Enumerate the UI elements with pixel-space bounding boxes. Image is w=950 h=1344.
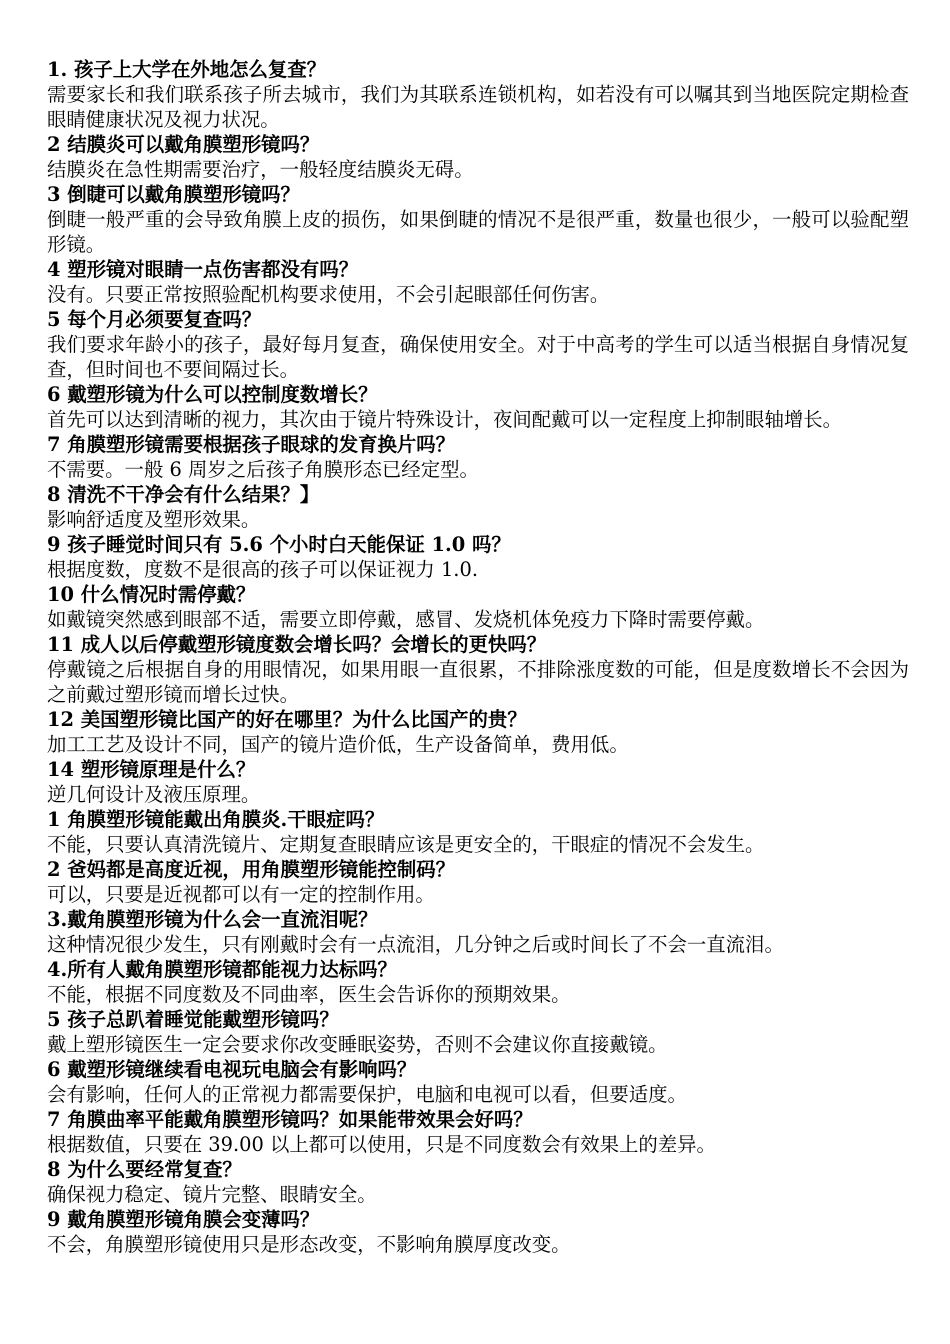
question: 9 孩子睡觉时间只有 5.6 个小时白天能保证 1.0 吗？ bbox=[47, 533, 511, 556]
qa-item bbox=[47, 1207, 909, 1257]
question: 5 每个月必须要复查吗？ bbox=[47, 308, 262, 331]
answer: 我们要求年龄小的孩子，最好每月复查，确保使用安全。对于中高考的学生可以适当根据自身情况复查，但时间也不要间隔过长。 bbox=[47, 333, 909, 381]
qa-item bbox=[47, 132, 909, 182]
qa-item bbox=[47, 57, 909, 132]
qa-item bbox=[47, 307, 909, 382]
qa-item bbox=[47, 707, 909, 757]
question: 1. 孩子上大学在外地怎么复查？ bbox=[47, 58, 327, 81]
question: 4 塑形镜对眼睛一点伤害都没有吗？ bbox=[47, 258, 359, 281]
question: 7 角膜曲率平能戴角膜塑形镜吗？如果能带效果会好吗？ bbox=[47, 1108, 533, 1131]
answer: 不需要。一般 6 周岁之后孩子角膜形态已经定型。 bbox=[47, 458, 479, 481]
question: 3.戴角膜塑形镜为什么会一直流泪呢？ bbox=[47, 908, 378, 931]
answer: 确保视力稳定、镜片完整、眼睛安全。 bbox=[47, 1183, 377, 1206]
qa-item bbox=[47, 907, 909, 957]
answer: 没有。只要正常按照验配机构要求使用，不会引起眼部任何伤害。 bbox=[47, 283, 610, 306]
question: 10 什么情况时需停戴？ bbox=[47, 583, 256, 606]
qa-item bbox=[47, 957, 909, 1007]
qa-item bbox=[47, 582, 909, 632]
qa-item bbox=[47, 632, 909, 707]
answer: 如戴镜突然感到眼部不适，需要立即停戴，感冒、发烧机体免疫力下降时需要停戴。 bbox=[47, 608, 765, 631]
qa-item bbox=[47, 807, 909, 857]
question: 2 爸妈都是高度近视，用角膜塑形镜能控制码？ bbox=[47, 858, 456, 881]
qa-item bbox=[47, 1107, 909, 1157]
question: 2 结膜炎可以戴角膜塑形镜吗？ bbox=[47, 133, 320, 156]
answer: 倒睫一般严重的会导致角膜上皮的损伤，如果倒睫的情况不是很严重，数量也很少，一般可以验配塑形镜。 bbox=[47, 208, 909, 256]
answer: 首先可以达到清晰的视力，其次由于镜片特殊设计，夜间配戴可以一定程度上抑制眼轴增长。 bbox=[47, 408, 843, 431]
answer: 停戴镜之后根据自身的用眼情况，如果用眼一直很累，不排除涨度数的可能，但是度数增长不会因为之前戴过塑形镜而增长过快。 bbox=[47, 658, 909, 706]
answer: 会有影响，任何人的正常视力都需要保护，电脑和电视可以看，但要适度。 bbox=[47, 1083, 687, 1106]
qa-item bbox=[47, 757, 909, 807]
question: 6 戴塑形镜继续看电视玩电脑会有影响吗？ bbox=[47, 1058, 417, 1081]
answer: 不能，根据不同度数及不同曲率，医生会告诉你的预期效果。 bbox=[47, 983, 571, 1006]
question: 8 清洗不干净会有什么结果？】 bbox=[47, 483, 320, 506]
qa-item bbox=[47, 182, 909, 257]
answer: 根据度数，度数不是很高的孩子可以保证视力 1.0. bbox=[47, 558, 478, 581]
answer: 不能，只要认真清洗镜片、定期复查眼睛应该是更安全的，干眼症的情况不会发生。 bbox=[47, 833, 765, 856]
answer: 需要家长和我们联系孩子所去城市，我们为其联系连锁机构，如若没有可以嘱其到当地医院定期检查眼睛健康状况及视力状况。 bbox=[47, 83, 909, 131]
answer: 这种情况很少发生，只有刚戴时会有一点流泪，几分钟之后或时间长了不会一直流泪。 bbox=[47, 933, 784, 956]
answer: 不会，角膜塑形镜使用只是形态改变，不影响角膜厚度改变。 bbox=[47, 1233, 571, 1256]
question: 6 戴塑形镜为什么可以控制度数增长？ bbox=[47, 383, 378, 406]
qa-item bbox=[47, 1157, 909, 1207]
answer: 根据数值，只要在 39.00 以上都可以使用，只是不同度数会有效果上的差异。 bbox=[47, 1133, 716, 1156]
answer: 影响舒适度及塑形效果。 bbox=[47, 508, 261, 531]
answer: 逆几何设计及液压原理。 bbox=[47, 783, 261, 806]
answer: 结膜炎在急性期需要治疗，一般轻度结膜炎无碍。 bbox=[47, 158, 474, 181]
question: 4.所有人戴角膜塑形镜都能视力达标吗？ bbox=[47, 958, 397, 981]
question: 12 美国塑形镜比国产的好在哪里？为什么比国产的贵？ bbox=[47, 708, 527, 731]
question: 8 为什么要经常复查？ bbox=[47, 1158, 242, 1181]
qa-item bbox=[47, 432, 909, 482]
answer: 可以，只要是近视都可以有一定的控制作用。 bbox=[47, 883, 435, 906]
qa-item bbox=[47, 857, 909, 907]
question: 3 倒睫可以戴角膜塑形镜吗？ bbox=[47, 183, 300, 206]
question: 5 孩子总趴着睡觉能戴塑形镜吗？ bbox=[47, 1008, 339, 1031]
answer: 戴上塑形镜医生一定会要求你改变睡眠姿势，否则不会建议你直接戴镜。 bbox=[47, 1033, 668, 1056]
question: 14 塑形镜原理是什么？ bbox=[47, 758, 256, 781]
qa-item bbox=[47, 382, 909, 432]
qa-item bbox=[47, 532, 909, 582]
question: 1 角膜塑形镜能戴出角膜炎.干眼症吗？ bbox=[47, 808, 385, 831]
answer: 加工工艺及设计不同，国产的镜片造价低，生产设备简单，费用低。 bbox=[47, 733, 629, 756]
qa-item bbox=[47, 482, 909, 532]
qa-item bbox=[47, 1007, 909, 1057]
question: 11 成人以后停戴塑形镜度数会增长吗？会增长的更快吗？ bbox=[47, 633, 547, 656]
qa-item bbox=[47, 257, 909, 307]
qa-item bbox=[47, 1057, 909, 1107]
question: 7 角膜塑形镜需要根据孩子眼球的发育换片吗？ bbox=[47, 433, 456, 456]
document-page bbox=[47, 57, 909, 1257]
question: 9 戴角膜塑形镜角膜会变薄吗？ bbox=[47, 1208, 320, 1231]
